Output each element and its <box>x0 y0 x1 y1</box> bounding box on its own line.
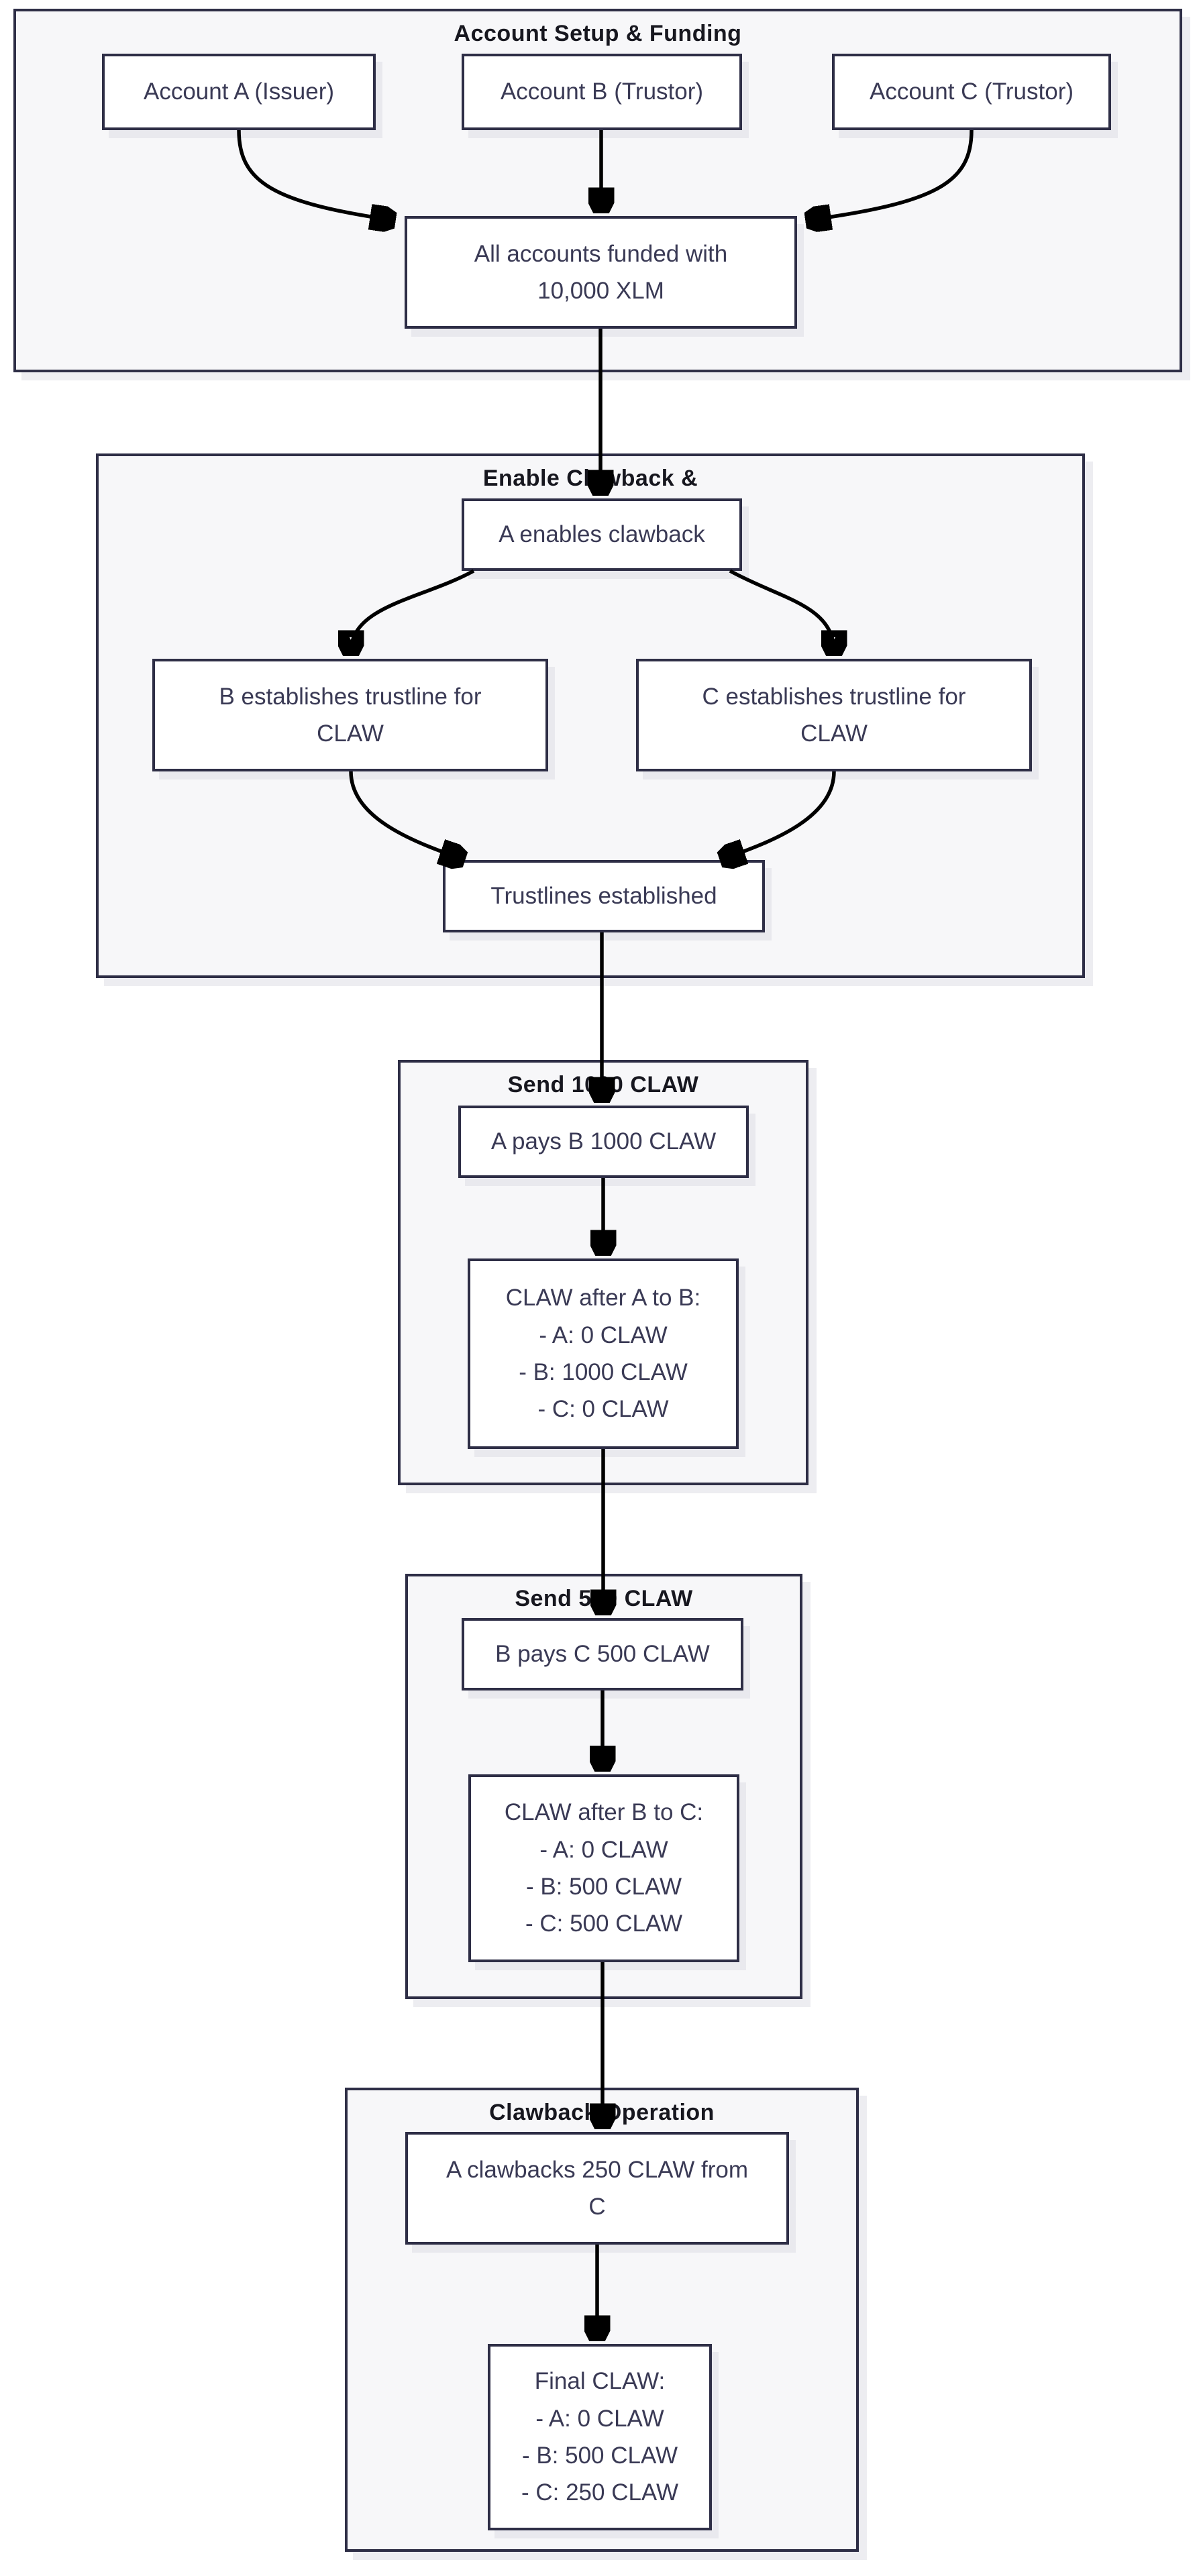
section-title-account-setup: Account Setup & Funding <box>454 21 742 46</box>
node-a-pays-b: A pays B 1000 CLAW <box>458 1106 749 1178</box>
node-funded: All accounts funded with 10,000 XLM <box>405 216 797 329</box>
node-a-enables-clawback: A enables clawback <box>462 498 742 571</box>
node-a-clawbacks-c: A clawbacks 250 CLAW from C <box>405 2132 789 2245</box>
node-account-b: Account B (Trustor) <box>462 54 742 130</box>
node-b-trustline: B establishes trustline for CLAW <box>152 659 548 771</box>
node-claw-after-a-to-b: CLAW after A to B: - A: 0 CLAW - B: 1000 CLAW - C: 0 CLAW <box>468 1258 739 1449</box>
node-b-pays-c: B pays C 500 CLAW <box>462 1618 743 1690</box>
node-account-a: Account A (Issuer) <box>102 54 376 130</box>
node-account-c: Account C (Trustor) <box>832 54 1111 130</box>
section-title-clawback-operation: Clawback Operation <box>489 2100 715 2125</box>
node-c-trustline: C establishes trustline for CLAW <box>636 659 1032 771</box>
section-title-send-500: Send 500 CLAW <box>515 1586 693 1611</box>
node-final-claw: Final CLAW: - A: 0 CLAW - B: 500 CLAW - C: 250 CLAW <box>488 2344 712 2530</box>
section-title-enable-clawback: Enable Clawback & <box>482 466 698 491</box>
section-title-send-1000: Send 1000 CLAW <box>507 1072 699 1097</box>
node-claw-after-b-to-c: CLAW after B to C: - A: 0 CLAW - B: 500 CLAW - C: 500 CLAW <box>468 1774 739 1962</box>
node-trustlines-established: Trustlines established <box>443 860 765 932</box>
